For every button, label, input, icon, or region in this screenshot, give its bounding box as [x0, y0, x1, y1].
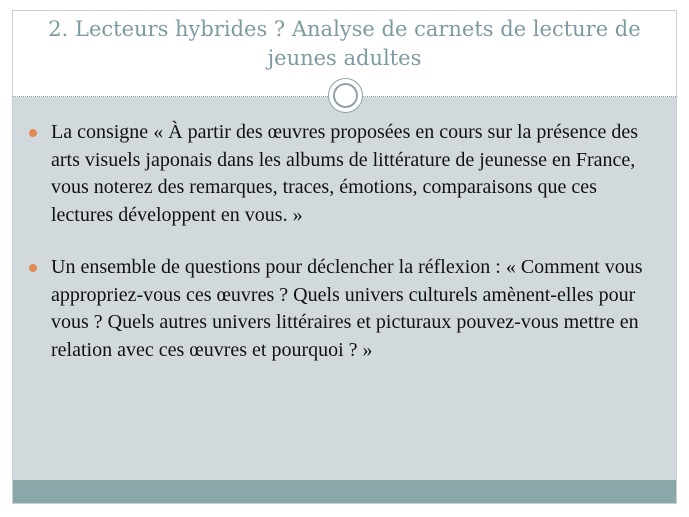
circle-ornament-icon: [328, 78, 363, 113]
bullet-list: [29, 119, 659, 389]
footer-bar: [13, 480, 676, 503]
bullet-dot-icon: [29, 264, 37, 272]
bullet-text: La consigne « À partir des œuvres proposées en cours sur la présence des arts visuels japonais dans les albums de littérature de jeunesse en France, vous noterez des remarques, traces, émotions, comparaisons que ces lectures développent en vous. »: [51, 121, 639, 226]
circle-ornament-inner: [333, 83, 358, 108]
bullet-item: [29, 254, 659, 364]
bullet-text: Un ensemble de questions pour déclencher la réflexion : « Comment vous appropriez-vous ces œuvres ? Quels univers culturels amènent-elles pour vous ? Quels autres univers littéraires et picturaux pouvez-vous mettre en relation avec ces œuvres et pourquoi ? »: [51, 256, 643, 361]
slide: [12, 10, 677, 504]
slide-title: 2. Lecteurs hybrides ? Analyse de carnets de lecture de jeunes adultes: [48, 17, 641, 70]
bullet-dot-icon: [29, 129, 37, 137]
bullet-item: [29, 119, 659, 229]
